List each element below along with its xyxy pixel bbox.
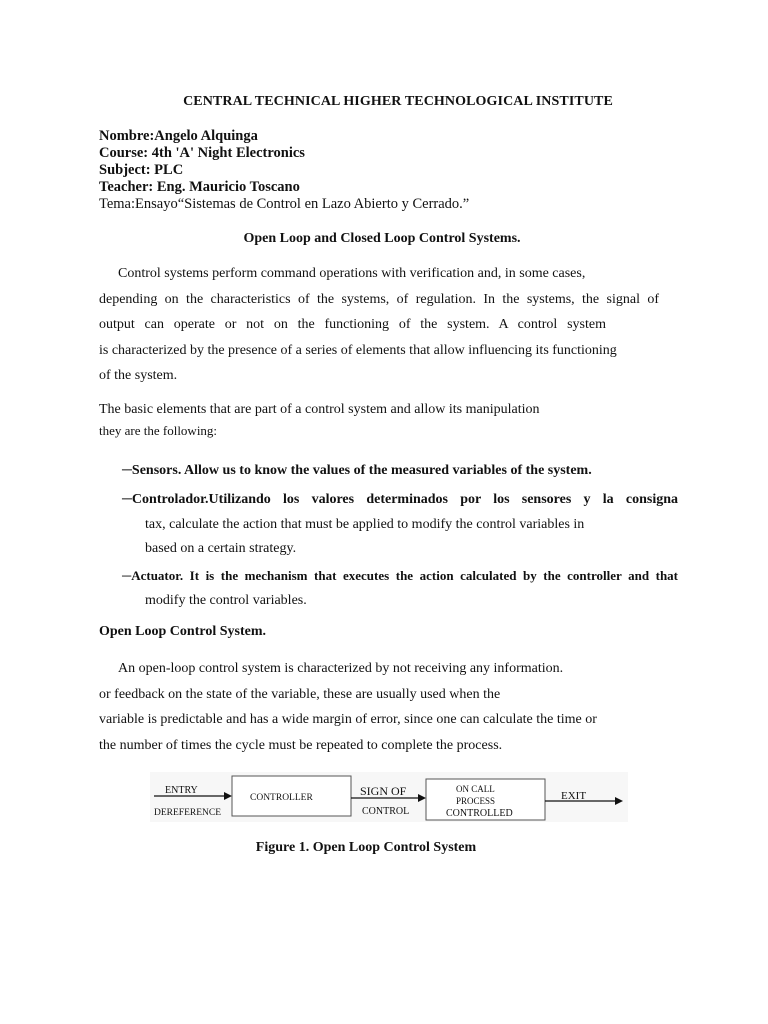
paragraph-line: the number of times the cycle must be repeated to complete the process. bbox=[99, 737, 503, 753]
tema-line: Tema:Ensayo“Sistemas de Control en Lazo Abierto y Cerrado.” bbox=[99, 196, 470, 212]
dereference-label: DEREFERENCE bbox=[154, 808, 222, 818]
paragraph-line: The basic elements that are part of a control system and allow its manipulation bbox=[99, 402, 540, 417]
institute-title: CENTRAL TECHNICAL HIGHER TECHNOLOGICAL INSTITUTE bbox=[183, 94, 613, 109]
paragraph-line: is characterized by the presence of a series of elements that allow influencing its functioning bbox=[99, 342, 617, 358]
entry-label: ENTRY bbox=[165, 785, 198, 796]
section-heading: Open Loop Control System. bbox=[99, 624, 266, 639]
process-label: PROCESS bbox=[456, 796, 496, 806]
bullet-continuation: based on a certain strategy. bbox=[145, 541, 297, 556]
course-line: Course: 4th 'A' Night Electronics bbox=[99, 145, 305, 161]
open-loop-diagram bbox=[150, 772, 628, 822]
intro-paragraph bbox=[99, 261, 659, 389]
paragraph-line: depending on the characteristics of the systems, of regulation. In the systems, the signal of bbox=[99, 291, 659, 307]
paragraph-line: they are the following: bbox=[99, 423, 218, 438]
bullet-controller bbox=[122, 488, 678, 562]
bullet-text: ─Sensors. Allow us to know the values of the measured variables of the system. bbox=[122, 463, 592, 478]
essay-subtitle: Open Loop and Closed Loop Control Systems. bbox=[243, 231, 521, 246]
student-info bbox=[99, 128, 469, 213]
diagram-svg bbox=[150, 772, 628, 822]
controlled-label: CONTROLLED bbox=[446, 808, 513, 819]
bullet-text: ─Actuator. It is the mechanism that executes the action calculated by the controller and that bbox=[122, 568, 678, 583]
bullet-sensors bbox=[122, 461, 678, 481]
paragraph-line: variable is predictable and has a wide margin of error, since one can calculate the time or bbox=[99, 712, 597, 727]
exit-label: EXIT bbox=[561, 790, 587, 802]
on-call-label: ON CALL bbox=[456, 784, 495, 794]
bullet-continuation: modify the control variables. bbox=[145, 592, 307, 608]
teacher-line: Teacher: Eng. Mauricio Toscano bbox=[99, 179, 300, 195]
subject-line: Subject: PLC bbox=[99, 162, 184, 178]
controller-label: CONTROLLER bbox=[250, 793, 313, 803]
bullet-continuation: tax, calculate the action that must be applied to modify the control variables in bbox=[145, 516, 585, 532]
sign-of-label: SIGN OF bbox=[360, 784, 407, 798]
paragraph-line: An open-loop control system is characterized by not receiving any information. bbox=[118, 661, 564, 676]
paragraph-line: or feedback on the state of the variable, these are usually used when the bbox=[99, 686, 501, 702]
control-label: CONTROL bbox=[362, 806, 410, 817]
paragraph-line: of the system. bbox=[99, 368, 178, 383]
bullet-actuator bbox=[122, 564, 678, 613]
bullet-text: ─Controlador.Utilizando los valores determinados por los sensores y la consigna bbox=[122, 492, 678, 507]
paragraph-line: output can operate or not on the functioning of the system. A control system bbox=[99, 317, 606, 332]
open-loop-paragraph bbox=[99, 656, 659, 758]
nombre-line: Nombre:Angelo Alquinga bbox=[99, 128, 258, 144]
basic-elements-paragraph bbox=[99, 397, 659, 440]
paragraph-line: Control systems perform command operations with verification and, in some cases, bbox=[118, 266, 586, 281]
figure-caption: Figure 1. Open Loop Control System bbox=[255, 840, 477, 855]
